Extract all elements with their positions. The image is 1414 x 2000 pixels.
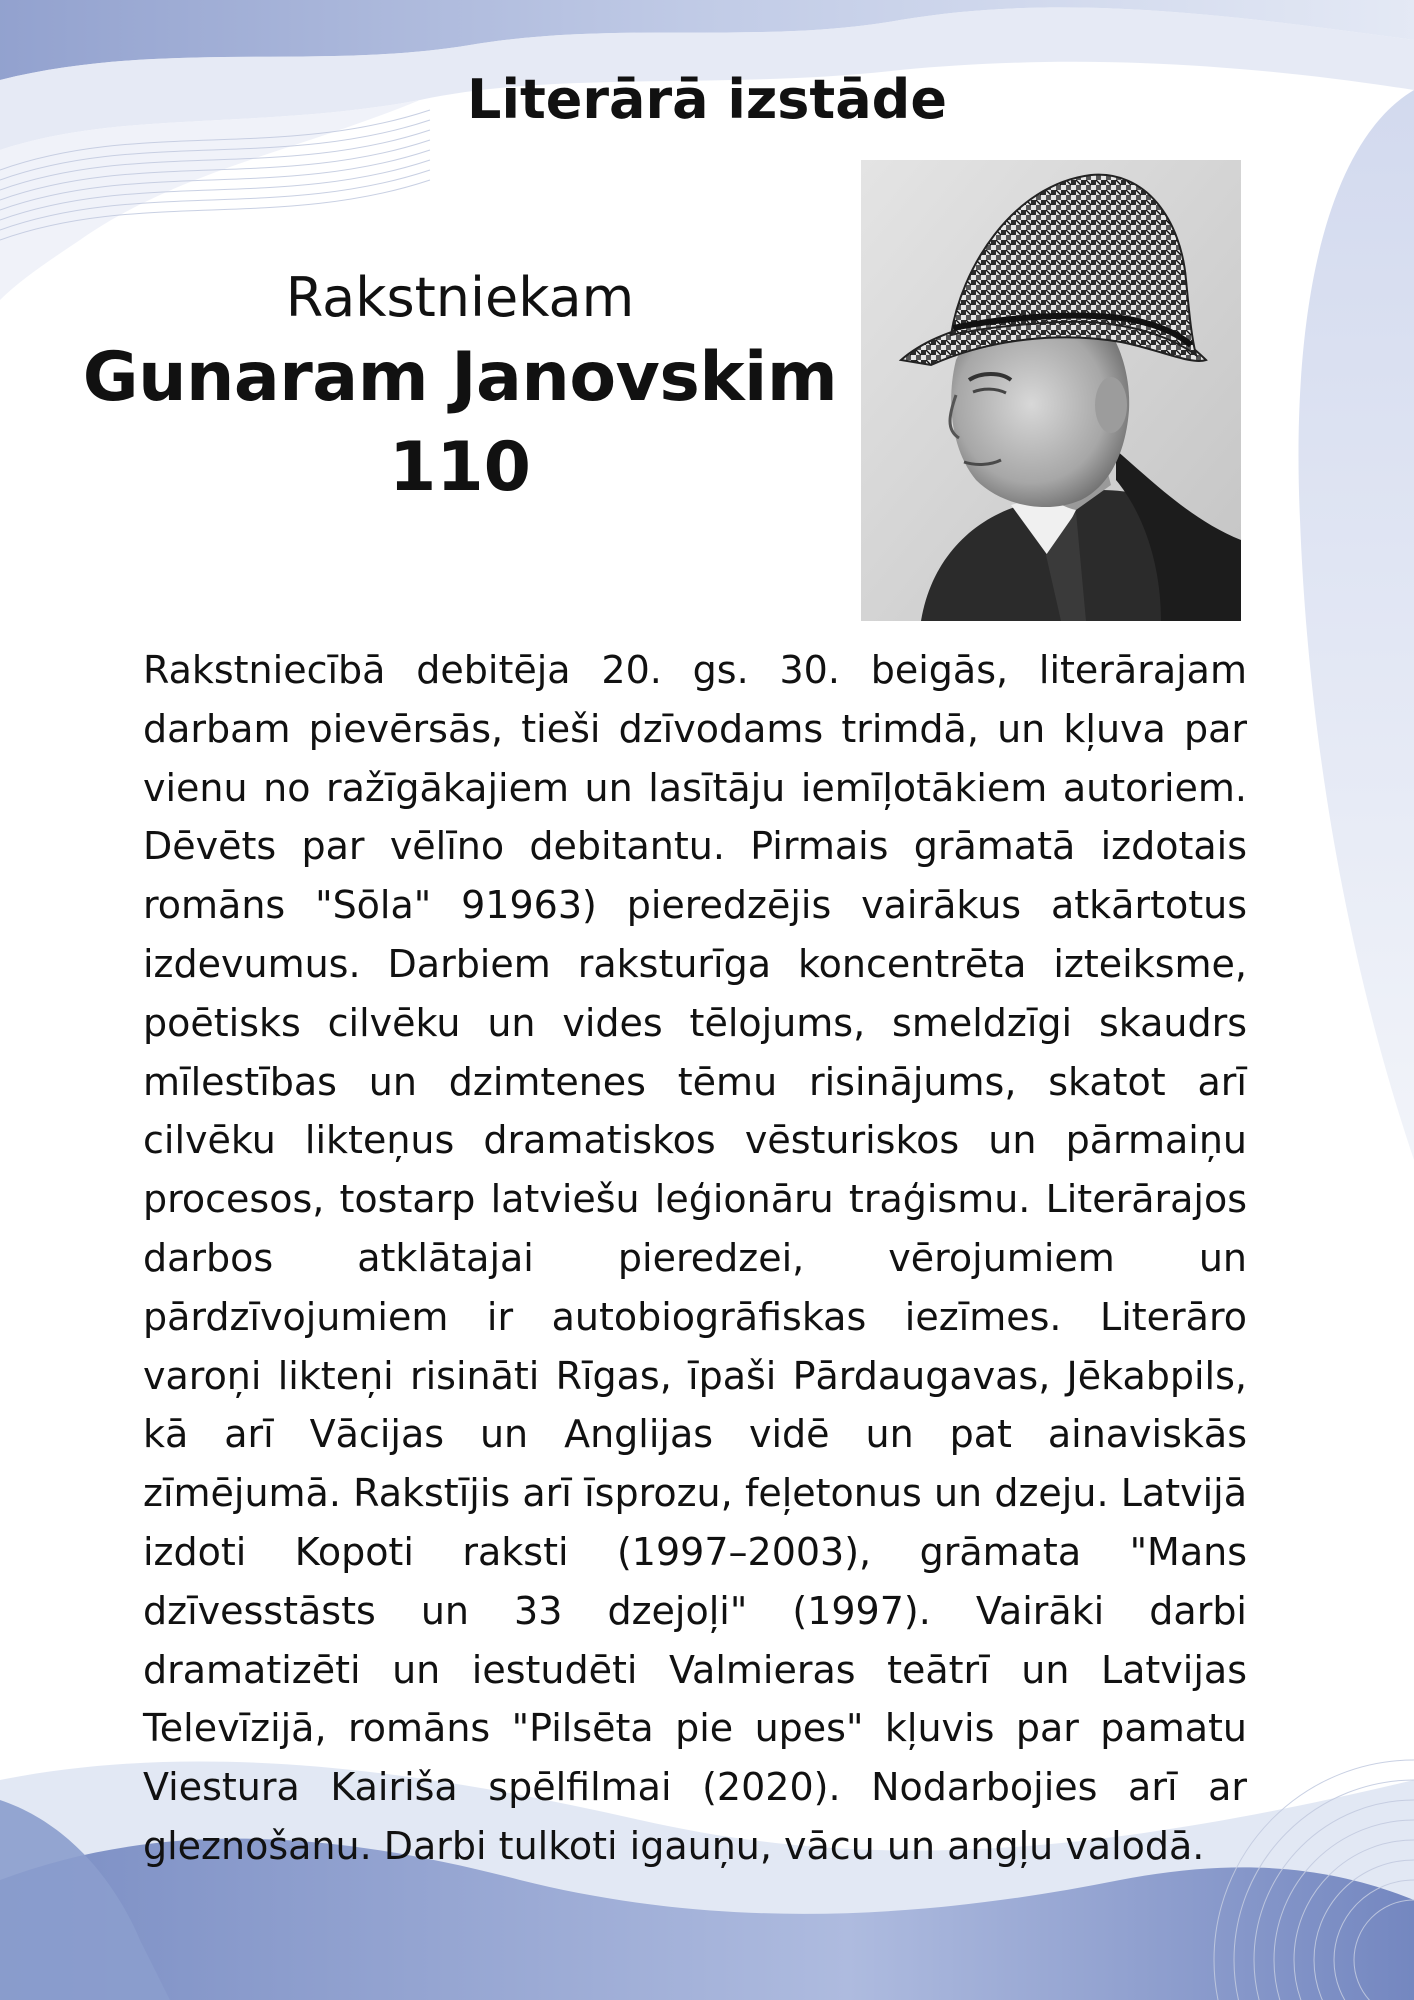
portrait-photo-icon	[861, 160, 1241, 621]
anniversary-number: 110	[389, 428, 531, 507]
author-portrait	[861, 160, 1241, 621]
dedication-heading	[80, 262, 840, 512]
exhibition-title: Literārā izstāde	[467, 68, 947, 131]
author-name: Gunaram Janovskim	[82, 338, 838, 417]
biography-paragraph: Rakstniecībā debitēja 20. gs. 30. beigās, literārajam darbam pievērsās, tieši dzīvodams trimdā, un kļuva par vienu no ražīgākajiem un lasītāju iemīļotākiem autoriem. Dēvēts par vēlīno debitantu. Pirmais grāmatā izdotais romāns "Sōla" 91963) pieredzējis vairākus atkārtotus izdevumus. Darbiem raksturīga koncentrēta izteiksme, poētisks cilvēku un vides tēlojums, smeldzīgi skaudrs mīlestības un dzimtenes tēmu risinājums, skatot arī cilvēku likteņus dramatiskos vēsturiskos un pārmaiņu procesos, tostarp latviešu leģionāru traģismu. Literārajos darbos atklātajai pieredzei, vērojumiem un pārdzīvojumiem ir autobiogrāfiskas iezīmes. Literāro varoņi likteņi risināti Rīgas, īpaši Pārdaugavas, Jēkabpils, kā arī Vācijas un Anglijas vidē un pat ainaviskās zīmējumā. Rakstījis arī īsprozu, feļetonus un dzeju. Latvijā izdoti Kopoti raksti (1997–2003), grāmata "Mans dzīvesstāsts un 33 dzejoļi" (1997). Vairāki darbi dramatizēti un iestudēti Valmieras teātrī un Latvijas Televīzijā, romāns "Pilsēta pie upes" kļuvis par pamatu Viestura Kairiša spēlfilmai (2020). Nodarbojies arī ar gleznošanu. Darbi tulkoti igauņu, vācu un angļu valodā.	[143, 648, 1247, 1868]
dedication-label: Rakstniekam	[285, 266, 635, 329]
